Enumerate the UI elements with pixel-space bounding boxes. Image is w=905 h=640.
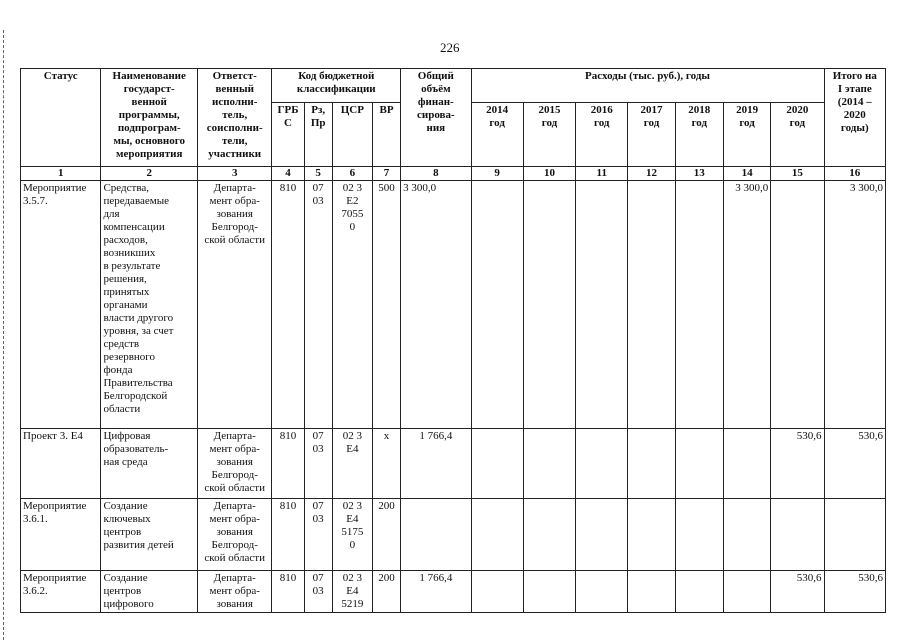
column-number: 1 [21,167,101,181]
cell-year: 3 300,0 [723,181,770,429]
cell-year [771,499,824,571]
column-number: 5 [304,167,332,181]
cell-stage-total [824,499,885,571]
cell-rzpr: 07 03 [304,499,332,571]
cell-csr: 02 3 Е4 5175 0 [332,499,372,571]
cell-name: Цифровая образователь- ная среда [101,429,198,499]
page-number: 226 [440,40,460,55]
table-row [21,181,886,429]
cell-total: 3 300,0 [401,181,471,429]
cell-year [628,181,675,429]
header-year: 2014 год [471,103,523,167]
header-total: Общий объём финан- сирова- ния [401,69,471,167]
column-number: 6 [332,167,372,181]
cell-csr: 02 3 Е2 7055 0 [332,181,372,429]
cell-status: Мероприятие 3.6.2. [21,571,101,613]
header-year: 2019 год [723,103,770,167]
cell-rzpr: 07 03 [304,181,332,429]
budget-table [20,68,886,613]
table-row [21,499,886,571]
header-year: 2020 год [771,103,824,167]
header-name: Наименование государст- венной программы, подпрограм- мы, основного мероприятия [101,69,198,167]
cell-year [675,499,723,571]
cell-vr: 200 [372,499,400,571]
cell-year [471,499,523,571]
cell-year: 530,6 [771,429,824,499]
header-rzpr: Рз, Пр [304,103,332,167]
cell-year [576,429,628,499]
cell-year [723,571,770,613]
cell-year [523,429,575,499]
header-csr: ЦСР [332,103,372,167]
cell-total [401,499,471,571]
header-year: 2015 год [523,103,575,167]
margin-rule [3,30,4,640]
header-budget-code: Код бюджетной классификации [272,69,401,103]
cell-name: Средства, передаваемые для компенсации расходов, возникших в результате решения, принятых органами власти другого уровня, за счет средств резервного фонда Правительства Белгородской области [101,181,198,429]
cell-stage-total: 3 300,0 [824,181,885,429]
header-expenses: Расходы (тыс. руб.), годы [471,69,824,103]
cell-name: Создание ключевых центров развития детей [101,499,198,571]
column-number: 2 [101,167,198,181]
cell-year [523,571,575,613]
cell-year [628,429,675,499]
cell-year [628,499,675,571]
column-number: 15 [771,167,824,181]
column-number: 8 [401,167,471,181]
cell-grbs: 810 [272,499,304,571]
cell-year [523,499,575,571]
cell-year: 530,6 [771,571,824,613]
cell-status: Мероприятие 3.5.7. [21,181,101,429]
column-number: 10 [523,167,575,181]
cell-rzpr: 07 03 [304,571,332,613]
header-year: 2017 год [628,103,675,167]
cell-csr: 02 3 Е4 [332,429,372,499]
cell-grbs: 810 [272,181,304,429]
cell-vr: х [372,429,400,499]
cell-year [576,499,628,571]
header-year: 2016 год [576,103,628,167]
cell-year [675,429,723,499]
column-number: 4 [272,167,304,181]
cell-responsible: Департа- мент обра- зования [198,571,272,613]
cell-year [723,429,770,499]
cell-year [576,181,628,429]
cell-responsible: Департа- мент обра- зования Белгород- ской области [198,181,272,429]
column-number: 14 [723,167,770,181]
cell-year [576,571,628,613]
column-number: 7 [372,167,400,181]
column-number: 11 [576,167,628,181]
cell-year [471,181,523,429]
header-vr: ВР [372,103,400,167]
cell-responsible: Департа- мент обра- зования Белгород- ской области [198,499,272,571]
cell-year [471,571,523,613]
cell-year [628,571,675,613]
cell-name: Создание центров цифрового [101,571,198,613]
column-number: 12 [628,167,675,181]
cell-year [723,499,770,571]
header-responsible: Ответст- венный исполни- тель, соисполни- тели, участники [198,69,272,167]
cell-year [675,181,723,429]
cell-status: Мероприятие 3.6.1. [21,499,101,571]
cell-status: Проект 3. Е4 [21,429,101,499]
column-number: 13 [675,167,723,181]
cell-stage-total: 530,6 [824,571,885,613]
cell-year [675,571,723,613]
header-stage-total: Итого на I этапе (2014 – 2020 годы) [824,69,885,167]
cell-year [471,429,523,499]
cell-year [771,181,824,429]
table-row [21,571,886,613]
cell-rzpr: 07 03 [304,429,332,499]
column-number-row [21,167,886,181]
cell-total: 1 766,4 [401,429,471,499]
column-number: 3 [198,167,272,181]
cell-grbs: 810 [272,429,304,499]
cell-year [523,181,575,429]
cell-vr: 500 [372,181,400,429]
cell-csr: 02 3 Е4 5219 [332,571,372,613]
column-number: 16 [824,167,885,181]
header-year: 2018 год [675,103,723,167]
cell-stage-total: 530,6 [824,429,885,499]
cell-grbs: 810 [272,571,304,613]
header-grbs: ГРБ С [272,103,304,167]
column-number: 9 [471,167,523,181]
cell-responsible: Департа- мент обра- зования Белгород- ской области [198,429,272,499]
header-status: Статус [21,69,101,167]
cell-vr: 200 [372,571,400,613]
cell-total: 1 766,4 [401,571,471,613]
table-row [21,429,886,499]
